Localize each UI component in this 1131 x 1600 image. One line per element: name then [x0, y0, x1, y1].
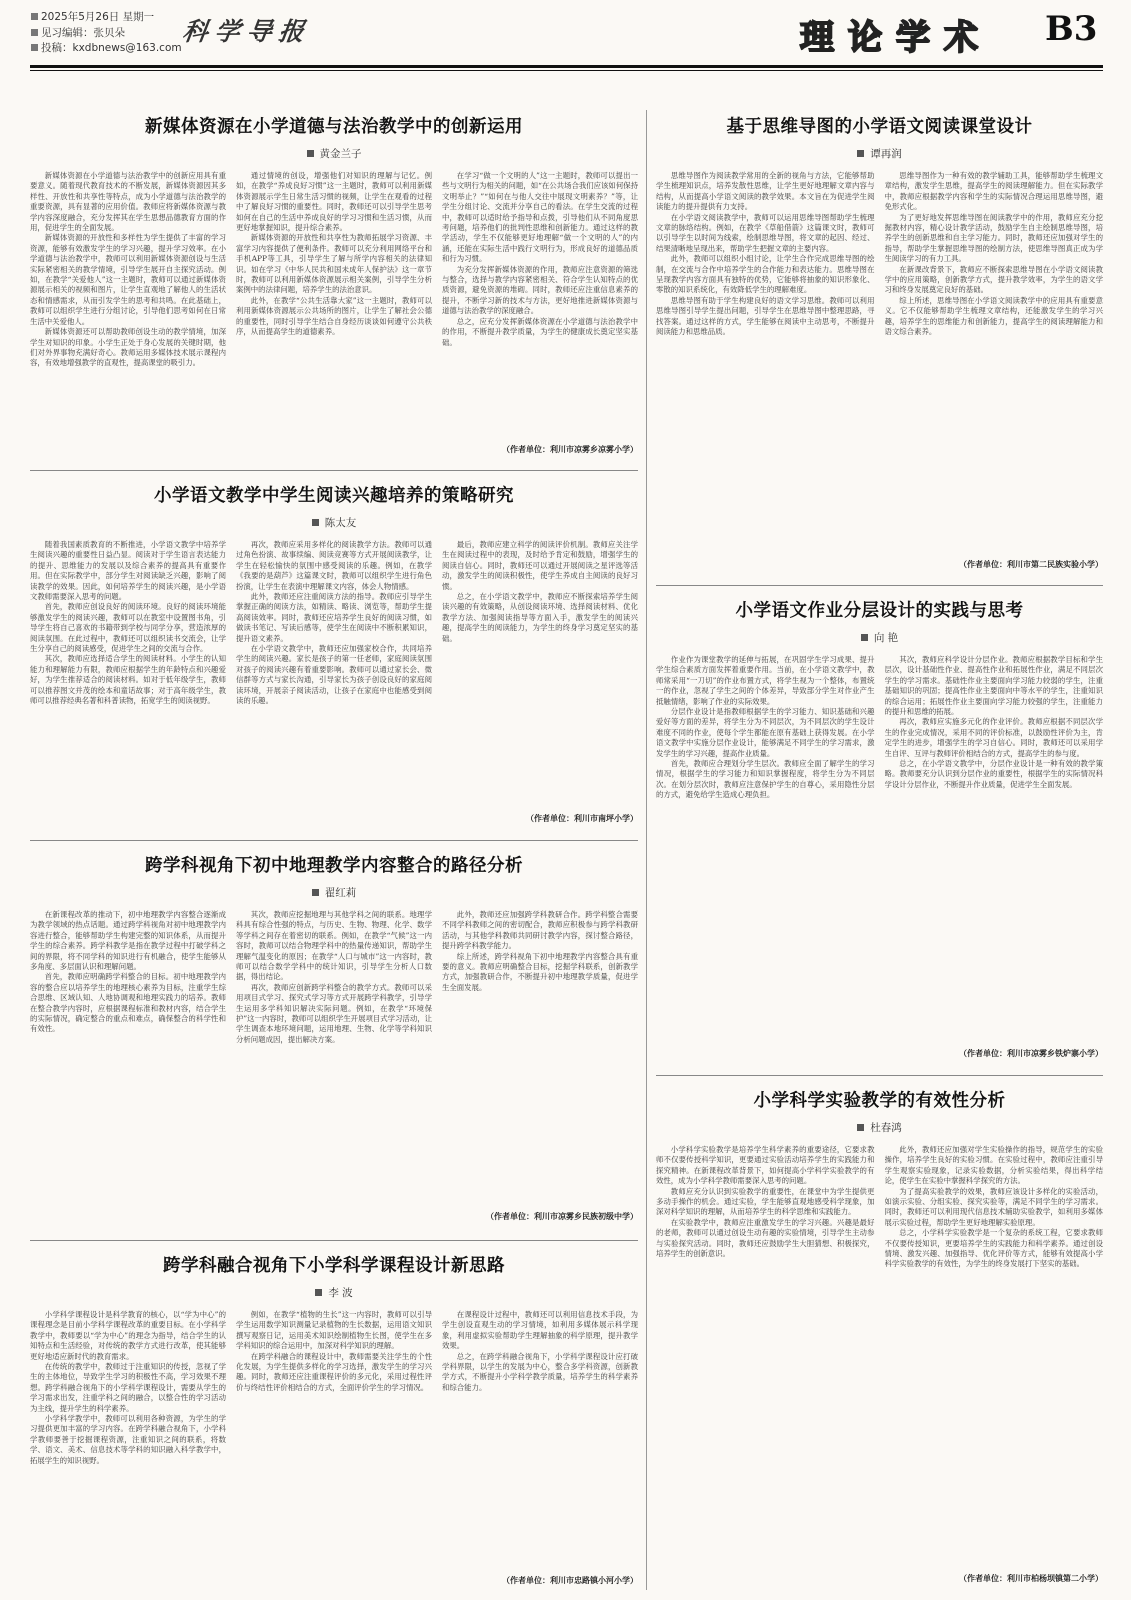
- text-column: [442, 1310, 638, 1572]
- paragraph: 综上所述，思维导图在小学语文阅读教学中的应用具有重要意义。它不仅能够帮助学生梳理文章结构，还能激发学生的学习兴趣，培养学生的思维能力和创新能力，提高学生的阅读理解能力和语文综合素养。: [884, 295, 1103, 337]
- editor-name: 见习编辑：张贝朵: [41, 26, 125, 39]
- square-bullet-icon: [312, 519, 319, 526]
- article: [30, 113, 638, 463]
- paragraph: 最后，教师应建立科学的阅读评价机制。教师应关注学生在阅读过程中的表现，及时给予肯定和鼓励，增强学生的阅读自信心。同时，教师还可以通过开展阅读之星评选等活动，激发学生的阅读积极性，使学生养成自主阅读的良好习惯。: [442, 540, 638, 591]
- article-body: [30, 910, 638, 1208]
- paragraph: 为了提高实验教学的效果，教师应该设计多样化的实验活动，如演示实验、分组实验、探究实验等，满足不同学生的学习需求。同时，教师还可以利用现代信息技术辅助实验教学，如利用多媒体展示实验过程，帮助学生更好地理解实验原理。: [884, 1186, 1103, 1227]
- article-divider: [30, 1240, 638, 1241]
- text-column: [442, 910, 638, 1208]
- article-divider: [656, 1075, 1103, 1076]
- paragraph: 总之，在跨学科融合视角下，小学科学课程设计应打破学科界限，以学生的发展为中心，整合多学科资源，创新教学方式，不断提升小学科学教学质量，培养学生的科学素养和综合能力。: [442, 1351, 638, 1392]
- paragraph: 例如，在教学“植物的生长”这一内容时，教师可以引导学生运用数学知识测量记录植物的生长数据，运用语文知识撰写观察日记，运用美术知识绘制植物生长图，使学生在多学科知识的综合运用中，加深对科学知识的理解。: [236, 1310, 432, 1351]
- paragraph: 思维导图有助于学生构建良好的语文学习思维。教师可以利用思维导图引导学生提出问题，引导学生在思维导图中整理思路，寻找答案。通过这样的方式，学生能够在阅读中主动思考，不断提升阅读能力和思维品质。: [656, 295, 875, 337]
- article-author: [30, 1285, 638, 1300]
- paragraph: 新媒体资源还可以帮助教师创设生动的教学情境，加深学生对知识的印象。小学生正处于身心发展的关键时期，他们对外界事物充满好奇心。教师运用多媒体技术展示课程内容，有效地增强教学的直观性，提高课堂的吸引力。: [30, 327, 226, 368]
- article: [30, 1252, 638, 1592]
- paragraph: 在课程设计过程中，教师还可以利用信息技术手段，为学生创设直观生动的学习情境，如利用多媒体展示科学现象，利用虚拟实验帮助学生理解抽象的科学原理，提升教学效果。: [442, 1310, 638, 1351]
- text-column: [885, 171, 1104, 556]
- header-info: [31, 10, 182, 57]
- paragraph: 其次，教师应科学设计分层作业。教师应根据教学目标和学生层次，设计基础性作业、提高性作业和拓展性作业，满足不同层次学生的学习需求。基础性作业主要面向学习能力较弱的学生，注重基础知识的巩固；提高性作业主要面向中等水平的学生，注重知识的综合运用；拓展性作业主要面向学习能力较强的学生，注重能力的提升和思维的拓展。: [884, 655, 1103, 717]
- text-column: [30, 910, 226, 1208]
- paragraph: 通过情境的创设，增强他们对知识的理解与记忆。例如，在教学“养成良好习惯”这一主题时，教师可以利用新媒体资源展示学生日常生活习惯的视频，让学生在观看的过程中了解良好习惯的重要性。同时，教师还可以引导学生思考如何在自己的生活中养成良好的学习习惯和生活习惯，从而更好地掌握知识，提升综合素养。: [236, 171, 432, 233]
- article-author: [30, 515, 638, 530]
- article: [30, 482, 638, 832]
- article-author: [656, 630, 1103, 645]
- text-column: [236, 1310, 432, 1572]
- paragraph: 再次，教师应实施多元化的作业评价。教师应根据不同层次学生的作业完成情况，采用不同的评价标准，以鼓励性评价为主，肯定学生的进步，增强学生的学习自信心。同时，教师还可以采用学生自评、互评与教师评价相结合的方式，提高学生的参与度。: [884, 717, 1103, 758]
- section-title: 理论学术: [800, 18, 992, 58]
- paragraph: 此外，教师可以组织小组讨论，让学生合作完成思维导图的绘制，在交流与合作中培养学生的合作能力和表达能力。思维导图在呈现教学内容方面具有独特的优势，它能够将抽象的知识形象化、零散的知识系统化，有效降低学生的理解难度。: [656, 254, 875, 295]
- header-rule-thin: [30, 70, 1103, 71]
- author-affiliation: （作者单位：利川市第二民族实验小学）: [959, 560, 1103, 569]
- author-name: 翟红莉: [324, 887, 357, 899]
- article-title: 跨学科融合视角下小学科学课程设计新思路: [163, 1256, 505, 1276]
- paragraph: 在小学语文教学中，教师还应加强家校合作，共同培养学生的阅读兴趣。家长是孩子的第一任老师，家庭阅读氛围对孩子的阅读兴趣有着重要影响。教师可以通过家长会、微信群等方式与家长沟通，引导家长为孩子创设良好的家庭阅读环境，开展亲子阅读活动，让孩子在家庭中也能感受到阅读的乐趣。: [236, 644, 432, 706]
- issue-date: 2025年5月26日 星期一: [41, 11, 155, 23]
- author-affiliation: （作者单位：利川市柏杨坝镇第二小学）: [959, 1574, 1103, 1583]
- paragraph: 再次，教师应创新跨学科整合的教学方式。教师可以采用项目式学习、探究式学习等方式开展跨学科教学，引导学生运用多学科知识解决实际问题。例如，在教学“环境保护”这一内容时，教师可以组织学生开展项目式学习活动，让学生调查本地环境问题，运用地理、生物、化学等学科知识分析问题成因，提出解决方案。: [236, 982, 432, 1044]
- article-divider: [656, 585, 1103, 586]
- paragraph: 在新课改背景下，教师应不断探索思维导图在小学语文阅读教学中的应用策略，创新教学方式，提升教学效率，为学生的语文学习和终身发展奠定良好的基础。: [884, 264, 1103, 295]
- text-column: [236, 540, 432, 810]
- paragraph: 新媒体资源在小学道德与法治教学中的创新应用具有重要意义。随着现代教育技术的不断发展，新媒体资源因其多样性、开放性和共享性等特点，成为小学道德与法治教学的重要资源，具有显著的应用价值。教师应将新媒体资源与教学内容深度融合，充分发挥其在学生思想品德教育方面的作用，促进学生的全面发展。: [30, 171, 226, 233]
- author-name: 黄金兰子: [319, 148, 362, 160]
- square-bullet-icon: [312, 889, 319, 896]
- square-bullet-icon: [31, 13, 38, 20]
- article-body: [656, 171, 1103, 556]
- article-author: [656, 146, 1103, 161]
- article-title: 小学语文教学中学生阅读兴趣培养的策略研究: [154, 486, 514, 506]
- article: [656, 113, 1103, 578]
- article-title: 小学科学实验教学的有效性分析: [753, 1091, 1006, 1111]
- article-title: 小学语文作业分层设计的实践与思考: [735, 601, 1024, 621]
- paragraph: 此外，教师还应加强跨学科教研合作。跨学科整合需要不同学科教师之间的密切配合，教师应积极参与跨学科教研活动，与其他学科教师共同研讨教学内容，探讨整合路径，提升跨学科教学能力。: [442, 910, 638, 951]
- square-bullet-icon: [315, 1289, 322, 1296]
- text-column: [885, 1145, 1104, 1570]
- article-author: [656, 1120, 1103, 1135]
- page-header: [0, 0, 1131, 92]
- paragraph: 此外，教师还应注重阅读方法的指导。教师应引导学生掌握正确的阅读方法，如精读、略读、浏览等，帮助学生提高阅读效率。同时，教师还应培养学生良好的阅读习惯，如做读书笔记、写读后感等，使学生在阅读中不断积累知识，提升语文素养。: [236, 592, 432, 643]
- paragraph: 思维导图作为一种有效的教学辅助工具，能够帮助学生梳理文章结构，激发学生思维，提高学生的阅读理解能力。但在实际教学中，教师应根据教学内容和学生的实际情况合理运用思维导图，避免形式化。: [884, 171, 1103, 212]
- paragraph: 为充分发挥新媒体资源的作用，教师应注意资源的筛选与整合，选择与教学内容紧密相关、符合学生认知特点的优质资源，避免资源的堆砌。同时，教师还应注重信息素养的提升，不断学习新的技术与方法，更好地推进新媒体资源与道德与法治教学的深度融合。: [442, 264, 638, 316]
- text-column: [236, 171, 432, 441]
- article-title: 基于思维导图的小学语文阅读课堂设计: [726, 117, 1033, 137]
- paragraph: 随着我国素质教育的不断推进，小学语文教学中培养学生阅读兴趣的重要性日益凸显。阅读对于学生语言表达能力的提升、思维能力的发展以及综合素养的提高具有重要作用。但在实际教学中，部分学生对阅读缺乏兴趣，影响了阅读教学的效果。因此，如何培养学生的阅读兴趣，是小学语文教师需要深入思考的问题。: [30, 540, 226, 602]
- text-column: [656, 655, 875, 1045]
- column-divider: [646, 110, 647, 1590]
- square-bullet-icon: [861, 634, 868, 641]
- paragraph: 作业作为课堂教学的延伸与拓展，在巩固学生学习成果、提升学生综合素质方面发挥着重要作用。当前，在小学语文教学中，教师常采用“一刀切”的作业布置方式，将学生视为一个整体，布置统一的作业，忽视了学生之间的个体差异，导致部分学生对作业产生抵触情绪，影响了作业的实际效果。: [656, 655, 875, 706]
- text-column: [30, 540, 226, 810]
- author-affiliation: （作者单位：利川市凉雾乡凉雾小学）: [502, 445, 638, 454]
- square-bullet-icon: [307, 150, 314, 157]
- text-column: [442, 540, 638, 810]
- paragraph: 思维导图作为阅读教学常用的全新的视角与方法，它能够帮助学生梳理知识点，培养发散性思维，让学生更好地理解文章内容与结构，从而提高小学语文阅读的教学效果。本文旨在为促进学生阅读能力的提升提供有力支持。: [656, 171, 875, 212]
- paragraph: 新媒体资源的开放性和多样性为学生提供了丰富的学习资源，能够有效激发学生的学习兴趣，提升学习效率。在小学道德与法治教学中，教师可以利用新媒体资源创设与生活实际紧密相关的教学情境，引导学生展开自主探究活动。例如，在教学“关爱他人”这一主题时，教师可以通过新媒体资源展示相关的视频和图片，让学生直观地了解他人的生活状态和情感需求，从而引发学生的思考和共鸣。在此基础上，教师可以组织学生进行分组讨论，引导他们思考如何在日常生活中关爱他人。: [30, 233, 226, 326]
- article-author: [30, 146, 638, 161]
- author-name: 李 波: [328, 1287, 353, 1299]
- paragraph: 分层作业设计是指教师根据学生的学习能力、知识基础和兴趣爱好等方面的差异，将学生分为不同层次，为不同层次的学生设计难度不同的作业，使每个学生都能在原有基础上获得发展。在小学语文教学中实施分层作业设计，能够满足不同学生的学习需求，激发学生的学习兴趣，提高作业质量。: [656, 707, 875, 758]
- article-body: [30, 1310, 638, 1572]
- paragraph: 其次，教师应选择适合学生的阅读材料。小学生的认知能力和理解能力有限，教师应根据学生的年龄特点和兴趣爱好，为学生推荐适合的阅读材料。如对于低年级学生，教师可以推荐图文并茂的绘本和童话故事；对于高年级学生，教师可以推荐经典名著和科普读物，拓宽学生的阅读视野。: [30, 654, 226, 706]
- paragraph: 总之，小学科学实验教学是一个复杂的系统工程，它要求教师不仅要传授知识，更要培养学生的实践能力和科学素养。通过创设情境、激发兴趣、加强指导、优化评价等方式，能够有效提高小学科学实验教学的有效性，为学生的终身发展打下坚实的基础。: [884, 1228, 1103, 1269]
- square-bullet-icon: [857, 150, 864, 157]
- text-column: [236, 910, 432, 1208]
- paragraph: 此外，教师还应加强对学生实验操作的指导，规范学生的实验操作，培养学生良好的实验习惯。在实验过程中，教师应注重引导学生观察实验现象，记录实验数据，分析实验结果，得出科学结论，使学生在实验中掌握科学探究的方法。: [884, 1145, 1103, 1186]
- text-column: [30, 1310, 226, 1572]
- paragraph: 小学科学教学中，教师可以利用各种资源，为学生的学习提供更加丰富的学习内容。在跨学科融合视角下，小学科学教师要善于挖掘课程资源，注重知识之间的联系，将数学、语文、美术、信息技术等学科的知识融入科学教学中，拓展学生的知识视野。: [30, 1414, 226, 1465]
- text-column: [30, 171, 226, 441]
- paragraph: 首先，教师应明确跨学科整合的目标。初中地理教学内容的整合应以培养学生的地理核心素养为目标，注重学生综合思维、区域认知、人地协调观和地理实践力的培养。教师在整合教学内容时，应根据课程标准和教材内容，结合学生的实际情况，确定整合的重点和难点，确保整合的科学性和有效性。: [30, 972, 226, 1034]
- submission-email: 投稿：kxdbnews@163.com: [41, 42, 182, 54]
- paragraph: 在新课程改革的推动下，初中地理教学内容整合逐渐成为教学领域的热点话题。通过跨学科视角对初中地理教学内容进行整合，能够帮助学生构建完整的知识体系，从而提升学生的综合素养。跨学科教学是指在教学过程中打破学科之间的界限，将不同学科的知识进行有机融合，使学生能够从多角度、多层面认识和理解问题。: [30, 910, 226, 972]
- article-body: [656, 655, 1103, 1045]
- paragraph: 为了更好地发挥思维导图在阅读教学中的作用，教师应充分挖掘教材内容，精心设计教学活动，鼓励学生自主绘制思维导图，培养学生的创新思维和自主学习能力。同时，教师还应加强对学生的指导，帮助学生掌握思维导图的绘制方法，使思维导图真正成为学生阅读学习的有力工具。: [884, 212, 1103, 264]
- paragraph: 再次，教师应采用多样化的阅读教学方法。教师可以通过角色扮演、故事续编、阅读竞赛等方式开展阅读教学，让学生在轻松愉快的氛围中感受阅读的乐趣。例如，在教学《我要的是葫芦》这篇课文时，教师可以组织学生进行角色扮演，让学生在表演中理解课文内容，体会人物情感。: [236, 540, 432, 591]
- article-body: [30, 171, 638, 441]
- text-column: [885, 655, 1104, 1045]
- paragraph: 在实验教学中，教师应注重激发学生的学习兴趣。兴趣是最好的老师，教师可以通过创设生动有趣的实验情境，引导学生主动参与实验探究活动。同时，教师还应鼓励学生大胆猜想、积极探究，培养学生的创新意识。: [656, 1217, 875, 1259]
- article-body: [656, 1145, 1103, 1570]
- paragraph: 此外，在教学“公共生活靠大家”这一主题时，教师可以利用新媒体资源展示公共场所的图片，让学生了解社会公德的重要性，同时引导学生结合自身经历谈谈如何遵守公共秩序，从而提高学生的道德素养。: [236, 295, 432, 337]
- header-rule: [30, 65, 1103, 68]
- text-column: [442, 171, 638, 441]
- paragraph: 在传统的教学中，教师过于注重知识的传授，忽视了学生的主体地位，导致学生学习的积极性不高，学习效果不理想。跨学科融合视角下的小学科学课程设计，需要从学生的学习需求出发，注重学科之间的融合，以整合性的学习活动为主线，提升学生的科学素养。: [30, 1362, 226, 1413]
- paragraph: 首先，教师应合理划分学生层次。教师应全面了解学生的学习情况，根据学生的学习能力和知识掌握程度，将学生分为不同层次。在划分层次时，教师应注意保护学生的自尊心，采用隐性分层的方式，避免给学生造成心理负担。: [656, 759, 875, 800]
- paragraph: 新媒体资源的开放性和共享性为教师拓展学习资源、丰富学习内容提供了便利条件。教师可以充分利用网络平台和手机APP等工具，引导学生了解与所学内容相关的法律知识。如在学习《中华人民共和国未成年人保护法》这一章节时，教师可以利用新媒体资源展示相关案例，引导学生分析案例中的法律问题，培养学生的法治意识。: [236, 233, 432, 295]
- square-bullet-icon: [31, 29, 38, 36]
- article: [656, 597, 1103, 1067]
- author-name: 杜春鸿: [870, 1122, 902, 1134]
- paragraph: 在小学语文阅读教学中，教师可以运用思维导图帮助学生梳理文章的脉络结构。例如，在教学《草船借箭》这篇课文时，教师可以引导学生以时间为线索，绘制思维导图，将文章的起因、经过、结果清晰地呈现出来，帮助学生把握文章的主要内容。: [656, 212, 875, 253]
- author-affiliation: （作者单位：利川市忠路镇小河小学）: [502, 1576, 638, 1585]
- text-column: [656, 171, 875, 556]
- paragraph: 在跨学科融合的课程设计中，教师需要关注学生的个性化发展，为学生提供多样化的学习选择，激发学生的学习兴趣。同时，教师还应注重课程评价的多元化，采用过程性评价与终结性评价相结合的方式，全面评价学生的学习情况。: [236, 1351, 432, 1392]
- article-body: [30, 540, 638, 810]
- newspaper-logo: 科学导报: [180, 17, 313, 46]
- paragraph: 总之，在小学语文教学中，教师应不断探索培养学生阅读兴趣的有效策略，从创设阅读环境、选择阅读材料、优化教学方法、加强阅读指导等方面入手，激发学生的阅读兴趣，提高学生的阅读能力，为学生的终身学习奠定坚实的基础。: [442, 592, 638, 643]
- paragraph: 总之，在小学语文教学中，分层作业设计是一种有效的教学策略。教师要充分认识到分层作业的重要性，根据学生的实际情况科学设计分层作业，不断提升作业质量，促进学生全面发展。: [884, 759, 1103, 789]
- article-title: 跨学科视角下初中地理教学内容整合的路径分析: [145, 856, 523, 876]
- paragraph: 在学习“做一个文明的人”这一主题时，教师可以提出一些与文明行为相关的问题，如“在公共场合我们应该如何保持文明举止？”“如何在与他人交往中展现文明素养？”等，让学生分组讨论、交流并分享自己的看法。在学生交流的过程中，教师可以适时给予指导和点拨，引导他们从不同角度思考问题，培养他们的批判性思维和创新能力。通过这样的教学活动，学生不仅能够更好地理解“做一个文明的人”的内涵，还能在实际生活中践行文明行为，形成良好的道德品质和行为习惯。: [442, 171, 638, 264]
- page-number: B3: [1045, 9, 1098, 49]
- square-bullet-icon: [857, 1124, 864, 1131]
- article-author: [30, 885, 638, 900]
- paragraph: 其次，教师应挖掘地理与其他学科之间的联系。地理学科具有综合性强的特点，与历史、生物、物理、化学、数学等学科之间存在着密切的联系。例如，在教学“气候”这一内容时，教师可以结合物理学科中的热量传递知识，帮助学生理解气温变化的原因；在教学“人口与城市”这一内容时，教师可以结合数学学科中的统计知识，引导学生分析人口数据，得出结论。: [236, 910, 432, 982]
- article-divider: [30, 470, 638, 471]
- text-column: [656, 1145, 875, 1570]
- article: [30, 852, 638, 1232]
- paragraph: 小学科学课程设计是科学教育的核心，以“学为中心”的课程理念是目前小学科学课程改革的重要目标。在小学科学教学中，教师要以“学为中心”的理念为指导，结合学生的认知特点和生活经验，对传统的教学方式进行改革，使其能够更好地适应新时代的教育需求。: [30, 1310, 226, 1361]
- author-affiliation: （作者单位：利川市凉雾乡铁炉寨小学）: [959, 1049, 1103, 1058]
- article: [656, 1087, 1103, 1592]
- author-affiliation: （作者单位：利川市南坪小学）: [526, 814, 638, 823]
- article-divider: [30, 840, 638, 841]
- paragraph: 教师应充分认识到实验教学的重要性，在课堂中为学生提供更多动手操作的机会。通过实验，学生能够直观地感受科学现象，加深对科学知识的理解，从而培养学生的科学思维和实践能力。: [656, 1186, 875, 1217]
- author-name: 陈太友: [324, 517, 357, 529]
- author-affiliation: （作者单位：利川市凉雾乡民族初级中学）: [486, 1212, 638, 1221]
- square-bullet-icon: [31, 44, 38, 51]
- paragraph: 小学科学实验教学是培养学生科学素养的重要途径，它要求教师不仅要传授科学知识，更要通过实验活动培养学生的实践能力和探究精神。在新课程改革背景下，如何提高小学科学实验教学的有效性，成为小学科学教师需要深入思考的问题。: [656, 1145, 875, 1186]
- author-name: 谭再润: [870, 148, 902, 160]
- paragraph: 综上所述，跨学科视角下初中地理教学内容整合具有重要的意义。教师应明确整合目标，挖掘学科联系，创新教学方式，加强教研合作，不断提升初中地理教学质量，促进学生全面发展。: [442, 951, 638, 992]
- author-name: 向 艳: [873, 632, 899, 644]
- article-title: 新媒体资源在小学道德与法治教学中的创新运用: [145, 117, 523, 137]
- paragraph: 总之，应充分发挥新媒体资源在小学道德与法治教学中的作用，不断提升教学质量，为学生的健康成长奠定坚实基础。: [442, 316, 638, 347]
- paragraph: 首先，教师应创设良好的阅读环境。良好的阅读环境能够激发学生的阅读兴趣，教师可以在教室中设置图书角，引导学生将自己喜欢的书籍带到学校与同学分享，营造浓厚的阅读氛围。在此过程中，教师还可以组织读书交流会，让学生分享自己的阅读感受，促进学生之间的交流与合作。: [30, 602, 226, 654]
